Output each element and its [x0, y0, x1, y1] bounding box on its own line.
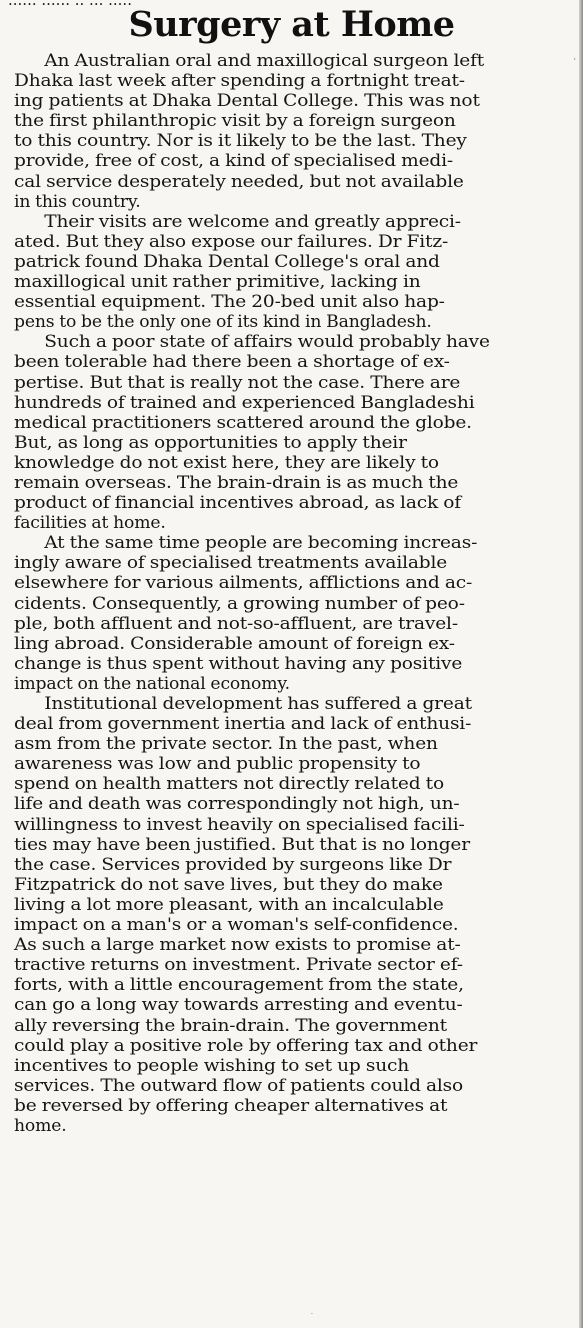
headline: Surgery at Home: [128, 4, 455, 45]
text-line: patrick found Dhaka Dental College's oral and: [14, 251, 440, 272]
text-line: living a lot more pleasant, with an incalculable: [14, 894, 444, 915]
text-line: pertise. But that is really not the case. There are: [14, 372, 461, 393]
text-line: can go a long way towards arresting and eventu-: [14, 995, 463, 1016]
text-line: the case. Services provided by surgeons like Dr: [14, 854, 452, 875]
text-line: essential equipment. The 20-bed unit also hap-: [14, 292, 445, 313]
margin-dot: ·: [573, 55, 576, 64]
paragraph-2: [14, 212, 566, 333]
text-line: willingness to invest heavily on specialised facili-: [14, 814, 465, 835]
text-line: Such a poor state of affairs would probably have: [44, 332, 490, 353]
text-line: knowledge do not exist here, they are likely to: [14, 452, 439, 473]
paragraph-5: [14, 694, 566, 1136]
text-line: asm from the private sector. In the past, when: [14, 734, 438, 755]
text-line: product of financial incentives abroad, as lack of: [14, 493, 461, 514]
text-line: been tolerable had there been a shortage of ex-: [14, 352, 450, 373]
text-line: ple, both affluent and not-so-affluent, are travel-: [14, 613, 458, 634]
text-line: Fitzpatrick do not save lives, but they do make: [14, 874, 443, 895]
text-line: cal service desperately needed, but not available: [14, 171, 464, 192]
text-line: Dhaka last week after spending a fortnight treat-: [14, 71, 465, 92]
text-line: hundreds of trained and experienced Bangladeshi: [14, 392, 475, 413]
text-line: change is thus spent without having any positive: [14, 653, 463, 674]
text-line: incentives to people wishing to set up such: [14, 1055, 410, 1076]
text-line: pens to be the only one of its kind in Bangladesh.: [14, 312, 432, 333]
text-line: maxillogical unit rather primitive, lacking in: [14, 272, 421, 293]
text-line: impact on a man's or a woman's self-confidence.: [14, 915, 459, 936]
text-line: As such a large market now exists to promise at-: [14, 935, 461, 956]
text-line: ally reversing the brain-drain. The government: [14, 1015, 447, 1036]
text-line: ated. But they also expose our failures. Dr Fitz-: [14, 231, 449, 252]
text-line: the first philanthropic visit by a foreign surgeon: [14, 111, 456, 132]
article-body: [14, 51, 566, 1136]
text-line: Institutional development has suffered a great: [44, 694, 472, 714]
previous-article-fragment: ...... ...... .. ... .....: [8, 0, 132, 9]
paragraph-4: [14, 533, 566, 694]
text-line: ing patients at Dhaka Dental College. This was not: [14, 91, 480, 112]
text-line: cidents. Consequently, a growing number of peo-: [14, 593, 465, 614]
text-line: home.: [14, 1115, 67, 1136]
text-line: elsewhere for various ailments, afflictions and ac-: [14, 573, 473, 594]
paragraph-3: [14, 332, 566, 533]
text-line: medical practitioners scattered around the globe.: [14, 412, 472, 433]
text-line: be reversed by offering cheaper alternatives at: [14, 1095, 448, 1116]
text-line: to this country. Nor is it likely to be the last. They: [14, 131, 467, 152]
paragraph-1: [14, 51, 566, 212]
text-line: tractive returns on investment. Private sector ef-: [14, 955, 463, 976]
text-line: ingly aware of specialised treatments available: [14, 553, 448, 574]
text-line: deal from government inertia and lack of enthusi-: [14, 714, 472, 735]
text-line: awareness was low and public propensity to: [14, 754, 421, 775]
text-line: forts, with a little encouragement from the state,: [14, 975, 464, 996]
margin-dot-bottom: ·: [311, 1311, 313, 1318]
text-line: services. The outward flow of patients could also: [14, 1075, 464, 1096]
text-line: An Australian oral and maxillogical surgeon left: [44, 51, 485, 71]
text-line: impact on the national economy.: [14, 673, 290, 694]
text-line: spend on health matters not directly related to: [14, 774, 444, 795]
text-line: could play a positive role by offering tax and other: [14, 1035, 478, 1056]
text-line: ties may have been justified. But that is no longer: [14, 834, 470, 855]
text-line: At the same time people are becoming increas-: [44, 533, 478, 554]
text-line: provide, free of cost, a kind of specialised medi-: [14, 151, 454, 172]
text-line: facilities at home.: [14, 513, 166, 534]
page-edge-shadow: [579, 0, 583, 1328]
text-line: Their visits are welcome and greatly appreci-: [44, 211, 461, 232]
text-line: But, as long as opportunities to apply their: [14, 432, 407, 453]
text-line: remain overseas. The brain-drain is as much the: [14, 472, 459, 493]
text-line: life and death was correspondingly not high, un-: [14, 794, 460, 815]
text-line: in this country.: [14, 191, 141, 212]
text-line: ling abroad. Considerable amount of foreign ex-: [14, 633, 455, 654]
